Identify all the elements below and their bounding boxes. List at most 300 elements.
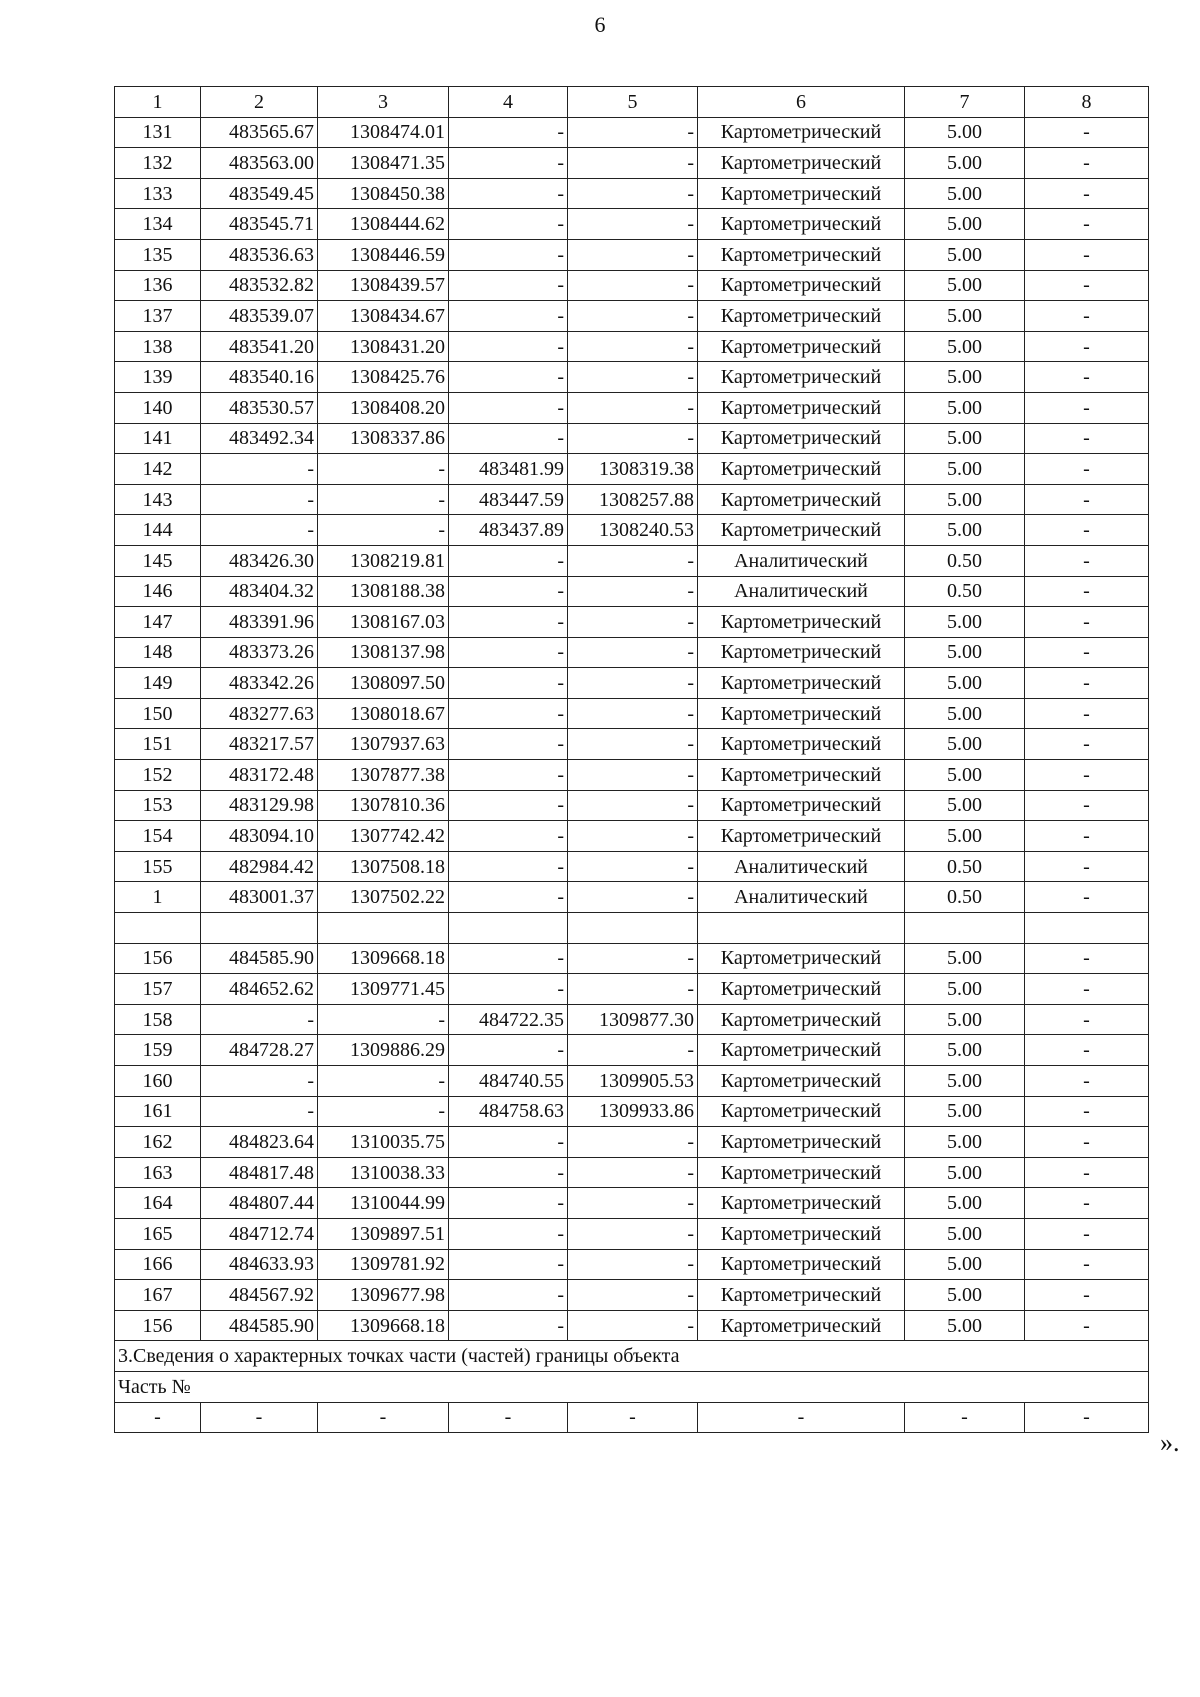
table-cell: 1308431.20 <box>318 331 449 362</box>
table-cell: Картометрический <box>698 668 905 699</box>
table-cell: - <box>1025 1310 1149 1341</box>
table-cell: 1308137.98 <box>318 637 449 668</box>
table-cell: Картометрический <box>698 515 905 546</box>
table-cell: - <box>201 484 318 515</box>
table-cell: - <box>449 239 568 270</box>
table-cell: 483447.59 <box>449 484 568 515</box>
table-cell: 484652.62 <box>201 974 318 1005</box>
table-cell: - <box>1025 1249 1149 1280</box>
table-cell: - <box>568 301 698 332</box>
table-row <box>115 1280 1149 1311</box>
table-cell: - <box>449 760 568 791</box>
table-cell: - <box>449 1249 568 1280</box>
table-cell: - <box>449 637 568 668</box>
table-cell: Картометрический <box>698 637 905 668</box>
table-cell: Картометрический <box>698 117 905 148</box>
table-cell: - <box>1025 239 1149 270</box>
table-cell: 483563.00 <box>201 148 318 179</box>
table-cell: 483492.34 <box>201 423 318 454</box>
table-cell: - <box>449 821 568 852</box>
table-cell: 5.00 <box>905 270 1025 301</box>
table-cell: 135 <box>115 239 201 270</box>
table-cell: - <box>201 1004 318 1035</box>
table-row <box>115 913 1149 944</box>
table-cell: 5.00 <box>905 1280 1025 1311</box>
table-cell: - <box>318 1402 449 1433</box>
table-cell: 483536.63 <box>201 239 318 270</box>
table-cell: 131 <box>115 117 201 148</box>
table-cell: 1310035.75 <box>318 1127 449 1158</box>
table-cell: - <box>1025 515 1149 546</box>
table-cell: - <box>1025 607 1149 638</box>
table-cell: 5.00 <box>905 301 1025 332</box>
table-cell: Картометрический <box>698 943 905 974</box>
table-cell: - <box>1025 1157 1149 1188</box>
table-cell: 484807.44 <box>201 1188 318 1219</box>
table-cell: 139 <box>115 362 201 393</box>
table-row <box>115 1157 1149 1188</box>
table-row <box>115 1310 1149 1341</box>
table-cell: 5.00 <box>905 148 1025 179</box>
table-cell: 1307508.18 <box>318 851 449 882</box>
table-row <box>115 851 1149 882</box>
table-cell: - <box>1025 1035 1149 1066</box>
section3-data-row <box>115 1402 1149 1433</box>
table-cell: 5.00 <box>905 668 1025 699</box>
table-cell: 5.00 <box>905 1188 1025 1219</box>
table-cell: 5.00 <box>905 331 1025 362</box>
table-cell: - <box>568 943 698 974</box>
table-cell: 484567.92 <box>201 1280 318 1311</box>
table-cell <box>1025 913 1149 944</box>
table-cell: Картометрический <box>698 392 905 423</box>
table-cell: 1309668.18 <box>318 943 449 974</box>
table-cell: 483532.82 <box>201 270 318 301</box>
table-cell: 156 <box>115 1310 201 1341</box>
table-cell: 483001.37 <box>201 882 318 913</box>
table-row <box>115 178 1149 209</box>
table-row <box>115 760 1149 791</box>
table-row <box>115 1249 1149 1280</box>
table-cell: - <box>568 1157 698 1188</box>
table-cell: - <box>1025 943 1149 974</box>
table-cell <box>201 913 318 944</box>
table-cell: - <box>568 821 698 852</box>
table-cell: Картометрический <box>698 1157 905 1188</box>
table-row <box>115 1035 1149 1066</box>
table-cell: 484712.74 <box>201 1218 318 1249</box>
table-cell: 147 <box>115 607 201 638</box>
table-cell: Картометрический <box>698 607 905 638</box>
table-cell: Картометрический <box>698 1280 905 1311</box>
table-cell: - <box>568 668 698 699</box>
table-cell: - <box>449 607 568 638</box>
table-cell: - <box>1025 1402 1149 1433</box>
table-cell <box>318 913 449 944</box>
column-header: 4 <box>449 87 568 118</box>
table-cell: - <box>1025 851 1149 882</box>
table-cell: 5.00 <box>905 637 1025 668</box>
table-cell: 1308337.86 <box>318 423 449 454</box>
table-cell: - <box>1025 178 1149 209</box>
table-row <box>115 270 1149 301</box>
table-cell: 1307502.22 <box>318 882 449 913</box>
table-cell: - <box>449 1157 568 1188</box>
table-cell: 137 <box>115 301 201 332</box>
table-cell: 0.50 <box>905 545 1025 576</box>
table-cell: 5.00 <box>905 454 1025 485</box>
table-cell: - <box>449 576 568 607</box>
table-cell: - <box>1025 882 1149 913</box>
table-cell: - <box>568 790 698 821</box>
table-cell: 5.00 <box>905 178 1025 209</box>
table-cell: - <box>449 423 568 454</box>
table-cell: Картометрический <box>698 729 905 760</box>
table-cell: Картометрический <box>698 790 905 821</box>
table-cell: 1309886.29 <box>318 1035 449 1066</box>
table-cell: - <box>1025 729 1149 760</box>
table-cell: 154 <box>115 821 201 852</box>
table-row <box>115 607 1149 638</box>
table-row <box>115 454 1149 485</box>
table-row <box>115 1096 1149 1127</box>
table-cell: 484823.64 <box>201 1127 318 1158</box>
table-cell: 483426.30 <box>201 545 318 576</box>
table-cell: Картометрический <box>698 1066 905 1097</box>
table-cell: 5.00 <box>905 117 1025 148</box>
table-cell: 149 <box>115 668 201 699</box>
table-cell: 1308219.81 <box>318 545 449 576</box>
table-cell: - <box>449 1280 568 1311</box>
table-cell: 483549.45 <box>201 178 318 209</box>
table-cell: - <box>568 1035 698 1066</box>
table-cell: - <box>568 209 698 240</box>
table-cell: - <box>449 974 568 1005</box>
table-cell: 151 <box>115 729 201 760</box>
table-cell: 1308474.01 <box>318 117 449 148</box>
table-cell: 1307810.36 <box>318 790 449 821</box>
table-cell: - <box>318 515 449 546</box>
table-cell: 484585.90 <box>201 1310 318 1341</box>
table-cell: 1308434.67 <box>318 301 449 332</box>
table-cell: - <box>1025 637 1149 668</box>
table-cell: 162 <box>115 1127 201 1158</box>
table-cell: Картометрический <box>698 698 905 729</box>
table-row <box>115 392 1149 423</box>
table-cell: 1308444.62 <box>318 209 449 240</box>
table-cell: - <box>1025 1188 1149 1219</box>
table-row <box>115 698 1149 729</box>
table-cell: - <box>1025 148 1149 179</box>
table-cell: 148 <box>115 637 201 668</box>
table-cell: 5.00 <box>905 821 1025 852</box>
table-cell: - <box>568 239 698 270</box>
table-cell: 1309668.18 <box>318 1310 449 1341</box>
table-cell: 5.00 <box>905 760 1025 791</box>
table-cell: - <box>115 1402 201 1433</box>
table-cell: - <box>568 178 698 209</box>
table-cell: 1308257.88 <box>568 484 698 515</box>
table-cell: 1 <box>115 882 201 913</box>
table-row <box>115 821 1149 852</box>
table-cell: 484633.93 <box>201 1249 318 1280</box>
table-cell: - <box>449 301 568 332</box>
table-cell: - <box>1025 270 1149 301</box>
table-cell: 1308319.38 <box>568 454 698 485</box>
table-cell: - <box>449 1188 568 1219</box>
table-cell: - <box>568 851 698 882</box>
table-cell: Картометрический <box>698 239 905 270</box>
table-cell: - <box>568 576 698 607</box>
table-cell: 0.50 <box>905 882 1025 913</box>
table-cell: 483342.26 <box>201 668 318 699</box>
table-cell: 165 <box>115 1218 201 1249</box>
table-cell: - <box>1025 668 1149 699</box>
table-cell: - <box>568 148 698 179</box>
table-cell: 1308439.57 <box>318 270 449 301</box>
table-cell: 1310044.99 <box>318 1188 449 1219</box>
table-cell: 132 <box>115 148 201 179</box>
table-cell: - <box>449 148 568 179</box>
table-cell: 0.50 <box>905 576 1025 607</box>
table-cell: - <box>1025 331 1149 362</box>
table-cell: - <box>449 392 568 423</box>
table-row <box>115 331 1149 362</box>
table-cell: 5.00 <box>905 1157 1025 1188</box>
table-cell: 1309677.98 <box>318 1280 449 1311</box>
table-cell: 160 <box>115 1066 201 1097</box>
column-header: 2 <box>201 87 318 118</box>
table-cell: 483404.32 <box>201 576 318 607</box>
table-cell: Картометрический <box>698 270 905 301</box>
table-cell: 136 <box>115 270 201 301</box>
table-cell: 5.00 <box>905 1218 1025 1249</box>
table-row <box>115 637 1149 668</box>
table-row <box>115 1188 1149 1219</box>
table-cell: Аналитический <box>698 545 905 576</box>
table-cell: 483437.89 <box>449 515 568 546</box>
table-cell: 5.00 <box>905 974 1025 1005</box>
table-cell: Картометрический <box>698 1035 905 1066</box>
table-cell: Картометрический <box>698 301 905 332</box>
table-cell: 483391.96 <box>201 607 318 638</box>
table-cell: 1308408.20 <box>318 392 449 423</box>
table-cell: 140 <box>115 392 201 423</box>
table-cell: 5.00 <box>905 484 1025 515</box>
table-cell: 164 <box>115 1188 201 1219</box>
table-cell: 484585.90 <box>201 943 318 974</box>
table-cell: - <box>449 729 568 760</box>
table-cell: 1309933.86 <box>568 1096 698 1127</box>
table-cell: 484758.63 <box>449 1096 568 1127</box>
table-cell: - <box>1025 974 1149 1005</box>
table-cell: - <box>318 484 449 515</box>
table-cell: - <box>449 1035 568 1066</box>
table-row <box>115 790 1149 821</box>
table-cell: 5.00 <box>905 943 1025 974</box>
table-cell: 153 <box>115 790 201 821</box>
table-cell: - <box>568 1310 698 1341</box>
table-cell: 5.00 <box>905 1249 1025 1280</box>
table-cell: Аналитический <box>698 851 905 882</box>
table-cell: Аналитический <box>698 882 905 913</box>
table-cell: 482984.42 <box>201 851 318 882</box>
table-cell: - <box>449 668 568 699</box>
table-cell: 484728.27 <box>201 1035 318 1066</box>
section3-title: 3.Сведения о характерных точках части (частей) границы объекта <box>115 1341 1149 1372</box>
table-row <box>115 484 1149 515</box>
table-cell: 5.00 <box>905 423 1025 454</box>
table-cell: 1307877.38 <box>318 760 449 791</box>
table-cell: - <box>1025 698 1149 729</box>
table-cell: - <box>1025 790 1149 821</box>
table-cell: 5.00 <box>905 1066 1025 1097</box>
table-cell: - <box>905 1402 1025 1433</box>
table-cell: - <box>1025 1218 1149 1249</box>
table-row <box>115 301 1149 332</box>
table-cell: - <box>1025 423 1149 454</box>
table-cell: Картометрический <box>698 974 905 1005</box>
table-cell: - <box>449 1127 568 1158</box>
table-cell: 5.00 <box>905 1127 1025 1158</box>
table-row <box>115 943 1149 974</box>
table-cell: - <box>568 698 698 729</box>
table-cell: 133 <box>115 178 201 209</box>
table-cell: - <box>201 1066 318 1097</box>
table-cell: Картометрический <box>698 423 905 454</box>
table-cell: - <box>568 392 698 423</box>
table-cell: 1310038.33 <box>318 1157 449 1188</box>
table-row <box>115 1004 1149 1035</box>
table-cell: - <box>1025 760 1149 791</box>
table-cell: 150 <box>115 698 201 729</box>
table-cell: - <box>568 760 698 791</box>
coordinates-table <box>114 86 1149 1433</box>
table-cell: Картометрический <box>698 454 905 485</box>
table-cell: Картометрический <box>698 1004 905 1035</box>
table-cell: 143 <box>115 484 201 515</box>
table-cell: Картометрический <box>698 178 905 209</box>
table-cell: - <box>1025 484 1149 515</box>
table-cell: 5.00 <box>905 698 1025 729</box>
table-row <box>115 668 1149 699</box>
table-cell: 1308425.76 <box>318 362 449 393</box>
table-cell <box>115 913 201 944</box>
table-row <box>115 209 1149 240</box>
table-cell: - <box>568 1280 698 1311</box>
table-cell: - <box>568 637 698 668</box>
table-row <box>115 515 1149 546</box>
table-cell: 1308188.38 <box>318 576 449 607</box>
table-cell: - <box>1025 454 1149 485</box>
table-cell: - <box>449 362 568 393</box>
table-cell: 484740.55 <box>449 1066 568 1097</box>
table-row <box>115 423 1149 454</box>
table-cell: 157 <box>115 974 201 1005</box>
table-cell: 1309877.30 <box>568 1004 698 1035</box>
table-cell: Картометрический <box>698 1310 905 1341</box>
table-cell: Картометрический <box>698 331 905 362</box>
table-row <box>115 148 1149 179</box>
table-cell: - <box>1025 545 1149 576</box>
table-cell: - <box>568 270 698 301</box>
table-cell: - <box>449 851 568 882</box>
table-cell: 161 <box>115 1096 201 1127</box>
table-cell: Картометрический <box>698 821 905 852</box>
section3-title-row <box>115 1341 1149 1372</box>
table-cell: Картометрический <box>698 1188 905 1219</box>
table-cell: 1308240.53 <box>568 515 698 546</box>
table-cell: - <box>698 1402 905 1433</box>
column-header: 1 <box>115 87 201 118</box>
table-row <box>115 1066 1149 1097</box>
table-cell: - <box>1025 1280 1149 1311</box>
table-cell: 145 <box>115 545 201 576</box>
table-cell: 156 <box>115 943 201 974</box>
table-cell: 483565.67 <box>201 117 318 148</box>
table-cell: - <box>1025 1096 1149 1127</box>
table-cell: 5.00 <box>905 1035 1025 1066</box>
table-cell: 483172.48 <box>201 760 318 791</box>
table-row <box>115 545 1149 576</box>
table-cell: 483217.57 <box>201 729 318 760</box>
table-row <box>115 239 1149 270</box>
table-cell: 0.50 <box>905 851 1025 882</box>
table-cell: - <box>1025 1004 1149 1035</box>
column-header: 5 <box>568 87 698 118</box>
table-cell: - <box>318 1004 449 1035</box>
table-cell: - <box>318 1066 449 1097</box>
table-cell: Картометрический <box>698 1096 905 1127</box>
table-cell: 5.00 <box>905 392 1025 423</box>
table-cell: 5.00 <box>905 515 1025 546</box>
table-cell: 5.00 <box>905 729 1025 760</box>
table-cell: - <box>449 117 568 148</box>
table-cell: - <box>1025 362 1149 393</box>
table-cell: - <box>449 1218 568 1249</box>
table-cell: 5.00 <box>905 1096 1025 1127</box>
table-cell: - <box>1025 209 1149 240</box>
closing-quote-mark: ». <box>1160 1428 1180 1457</box>
column-header: 3 <box>318 87 449 118</box>
table-cell: - <box>568 331 698 362</box>
table-cell: 483481.99 <box>449 454 568 485</box>
table-cell: - <box>568 729 698 760</box>
table-cell: 483129.98 <box>201 790 318 821</box>
table-cell <box>568 913 698 944</box>
table-cell: - <box>568 362 698 393</box>
table-cell: 483530.57 <box>201 392 318 423</box>
table-cell: - <box>318 1096 449 1127</box>
table-cell: 5.00 <box>905 1004 1025 1035</box>
table-cell: - <box>568 1249 698 1280</box>
table-row <box>115 1218 1149 1249</box>
table-cell: Картометрический <box>698 209 905 240</box>
table-cell: - <box>449 1310 568 1341</box>
table-cell: - <box>1025 576 1149 607</box>
table-cell: 1307742.42 <box>318 821 449 852</box>
table-cell: 1308471.35 <box>318 148 449 179</box>
table-row <box>115 362 1149 393</box>
table-row <box>115 729 1149 760</box>
table-cell: - <box>449 331 568 362</box>
table-row <box>115 1127 1149 1158</box>
table-cell: - <box>1025 301 1149 332</box>
table-cell: 484722.35 <box>449 1004 568 1035</box>
table-cell: 483539.07 <box>201 301 318 332</box>
part-label: Часть № <box>115 1371 1149 1402</box>
table-cell: - <box>568 974 698 1005</box>
